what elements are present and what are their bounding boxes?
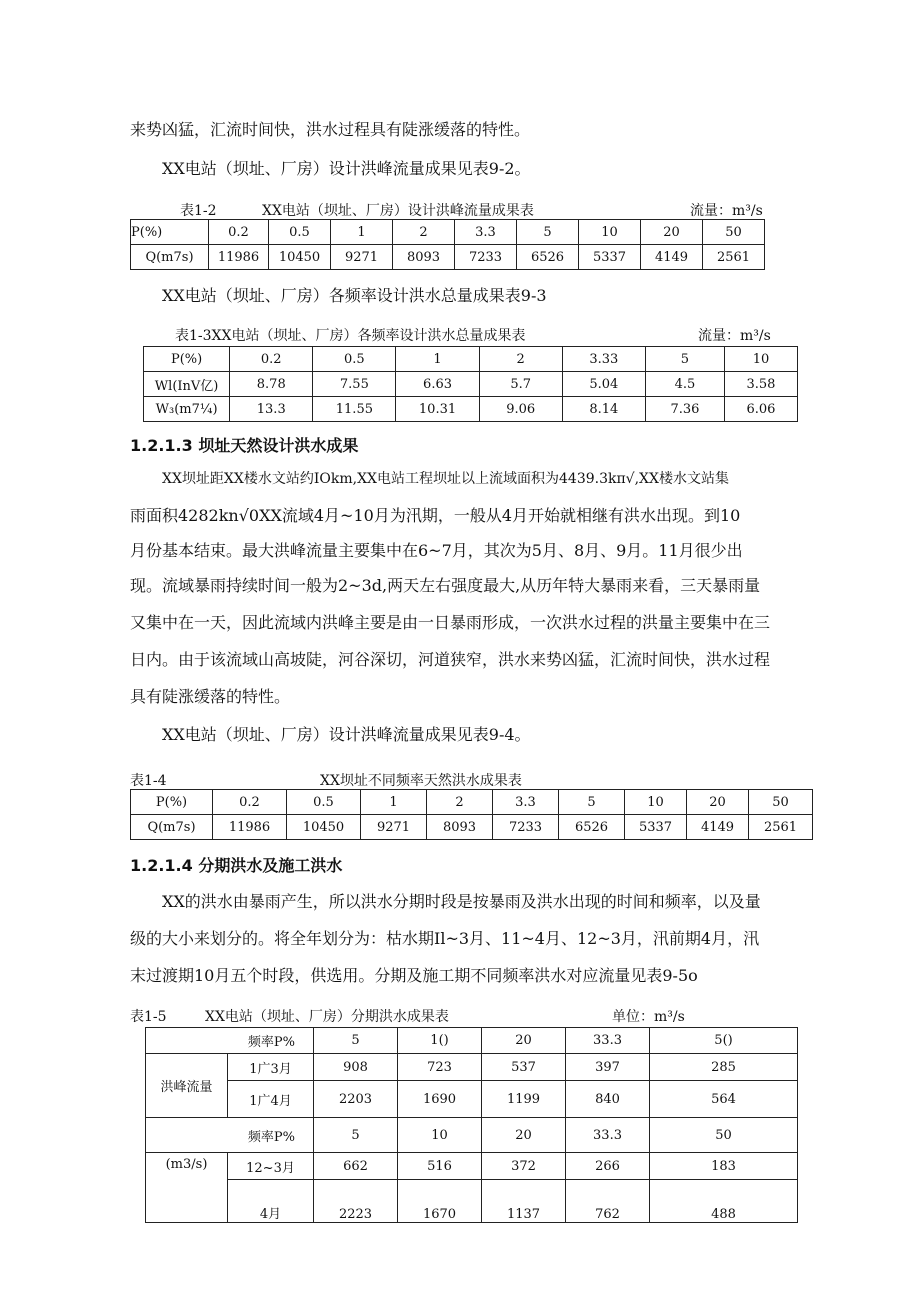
table-row [146, 1153, 798, 1180]
table-cell: 5337 [579, 245, 641, 270]
table-cell: 10 [398, 1118, 482, 1153]
table-cell: 12~3月 [228, 1153, 314, 1180]
table-cell: 1137 [482, 1180, 566, 1223]
table-cell: 1广3月 [228, 1054, 314, 1081]
table-1-4-label: 表1-4 [130, 773, 167, 789]
table-cell: 4月 [228, 1180, 314, 1223]
table-cell: W₃(m7¼) [144, 397, 230, 422]
table-row [146, 1054, 798, 1081]
table-cell: 285 [650, 1054, 798, 1081]
table-cell: P(%) [131, 220, 209, 245]
table-cell: 10 [724, 347, 797, 372]
table-cell: Q(m7s) [131, 245, 209, 270]
table-cell: 0.5 [287, 790, 361, 815]
paragraph-line: 又集中在一天，因此流域内洪峰主要是由一日暴雨形成，一次洪水过程的洪量主要集中在三 [130, 613, 771, 632]
table-cell: 2 [393, 220, 455, 245]
table-1-4-title: XX坝址不同频率天然洪水成果表 [320, 773, 522, 789]
section-heading-1-2-1-4: 1.2.1.4 分期洪水及施工洪水 [130, 856, 343, 875]
table-cell: 662 [314, 1153, 398, 1180]
table-1-5-title: XX电站（坝址、厂房）分期洪水成果表 [205, 1009, 449, 1025]
table-header-row [146, 1028, 798, 1054]
table-cell: 7233 [493, 815, 559, 840]
table-cell: 5 [645, 347, 724, 372]
table-row [146, 1180, 798, 1223]
table-cell: 5.7 [479, 372, 562, 397]
table-cell: 3.58 [724, 372, 797, 397]
table-cell: 8093 [393, 245, 455, 270]
table-1-2-title: XX电站（坝址、厂房）设计洪峰流量成果表 [262, 203, 534, 219]
table-header-row [144, 347, 798, 372]
table-header-row [131, 790, 813, 815]
table-cell: 1 [331, 220, 393, 245]
table-cell: (m3/s) [146, 1153, 228, 1223]
paragraph-line: 现。流域暴雨持续时间一般为2~3d,两天左右强度最大,从历年特大暴雨来看，三天暴雨量 [130, 576, 761, 595]
table-1-5-unit: 单位：m³/s [612, 1009, 685, 1025]
table-cell: Q(m7s) [131, 815, 213, 840]
table-cell: 488 [650, 1180, 798, 1223]
table-cell: 3.3 [455, 220, 517, 245]
table-cell: 频率P% [146, 1028, 314, 1054]
table-cell: 13.3 [230, 397, 313, 422]
paragraph-line: 级的大小来划分的。将全年划分为：枯水期Il~3月、11~4月、12~3月，汛前期4月，汛 [130, 929, 760, 948]
table-cell: 洪峰流量 [146, 1054, 228, 1118]
table-cell: 2561 [703, 245, 765, 270]
table-cell: 8.78 [230, 372, 313, 397]
table-cell: 1670 [398, 1180, 482, 1223]
table-cell: 7.36 [645, 397, 724, 422]
table-cell: 564 [650, 1081, 798, 1118]
table-cell: 908 [314, 1054, 398, 1081]
table-cell: 5 [314, 1118, 398, 1153]
table-cell: 0.2 [209, 220, 269, 245]
table-row [131, 815, 813, 840]
table-cell: 20 [641, 220, 703, 245]
table-cell: 4149 [687, 815, 749, 840]
table-cell: 11986 [213, 815, 287, 840]
table-cell: 50 [749, 790, 813, 815]
paragraph-line: 末过渡期10月五个时段，供选用。分期及施工期不同频率洪水对应流量见表9-5o [130, 966, 698, 985]
table-cell: 10450 [287, 815, 361, 840]
table-cell: 1 [396, 347, 479, 372]
table-cell: 1 [361, 790, 427, 815]
table-cell: 10 [579, 220, 641, 245]
table-cell: 8093 [427, 815, 493, 840]
table-cell: 10.31 [396, 397, 479, 422]
table-cell: 频率P% [146, 1118, 314, 1153]
table-row [131, 245, 765, 270]
table-cell: P(%) [144, 347, 230, 372]
table-cell: 9.06 [479, 397, 562, 422]
table-cell: 6.63 [396, 372, 479, 397]
table-cell: 516 [398, 1153, 482, 1180]
table-cell: 3.3 [493, 790, 559, 815]
table-cell: 5.04 [562, 372, 645, 397]
table-cell: 8.14 [562, 397, 645, 422]
table-cell: 0.2 [230, 347, 313, 372]
paragraph-line: XX的洪水由暴雨产生，所以洪水分期时段是按暴雨及洪水出现的时间和频率，以及量 [162, 892, 761, 911]
table-cell: 3.33 [562, 347, 645, 372]
table-cell: 762 [566, 1180, 650, 1223]
section-heading-1-2-1-3: 1.2.1.3 坝址天然设计洪水成果 [130, 436, 359, 455]
table-cell: 5337 [625, 815, 687, 840]
table-cell: 1() [398, 1028, 482, 1054]
table-cell: 50 [703, 220, 765, 245]
table-1-3 [143, 346, 798, 422]
table-cell: 6.06 [724, 397, 797, 422]
table-1-4 [130, 789, 813, 840]
table-cell: 266 [566, 1153, 650, 1180]
table-cell: 183 [650, 1153, 798, 1180]
table-cell: Wl(InV亿) [144, 372, 230, 397]
table-1-5 [145, 1027, 798, 1223]
table-header-row [146, 1118, 798, 1153]
table-1-2-label: 表1-2 [180, 203, 217, 219]
table-header-row [131, 220, 765, 245]
table-1-5-label: 表1-5 [130, 1009, 167, 1025]
table-cell: P(%) [131, 790, 213, 815]
table-cell: 9271 [331, 245, 393, 270]
table-cell: 5 [517, 220, 579, 245]
table-cell: 10450 [269, 245, 331, 270]
table-cell: 5 [559, 790, 625, 815]
table-cell: 20 [482, 1028, 566, 1054]
paragraph-line: XX坝址距XX楼水文站约IOkm,XX电站工程坝址以上流域面积为4439.3kπ√,XX楼水文站集 [162, 471, 729, 487]
table-cell: 33.3 [566, 1028, 650, 1054]
table-cell: 0.2 [213, 790, 287, 815]
table-cell: 0.5 [269, 220, 331, 245]
table-cell: 50 [650, 1118, 798, 1153]
table-cell: 7233 [455, 245, 517, 270]
table-reference-9-3: XX电站（坝址、厂房）各频率设计洪水总量成果表9-3 [162, 286, 547, 305]
paragraph-line: 具有陡涨缓落的特性。 [130, 687, 291, 706]
table-row [146, 1081, 798, 1118]
table-cell: 537 [482, 1054, 566, 1081]
table-cell: 6526 [517, 245, 579, 270]
paragraph-line: 雨面积4282kn√0XX流域4月~10月为汛期，一般从4月开始就相继有洪水出现。到10 [130, 506, 741, 525]
table-cell: 9271 [361, 815, 427, 840]
table-cell: 723 [398, 1054, 482, 1081]
table-cell: 5 [314, 1028, 398, 1054]
table-cell: 5() [650, 1028, 798, 1054]
table-cell: 33.3 [566, 1118, 650, 1153]
table-cell: 4149 [641, 245, 703, 270]
table-cell: 2223 [314, 1180, 398, 1223]
table-row [144, 397, 798, 422]
table-cell: 11986 [209, 245, 269, 270]
table-1-2 [130, 219, 765, 270]
table-cell: 7.55 [313, 372, 396, 397]
table-cell: 4.5 [645, 372, 724, 397]
paragraph-line: 日内。由于该流域山高坡陡，河谷深切，河道狭窄，洪水来势凶猛，汇流时间快，洪水过程 [130, 650, 771, 669]
table-cell: 20 [687, 790, 749, 815]
table-reference-9-4: XX电站（坝址、厂房）设计洪峰流量成果见表9-4。 [162, 725, 531, 744]
table-row [144, 372, 798, 397]
table-reference-9-2: XX电站（坝址、厂房）设计洪峰流量成果见表9-2。 [162, 159, 531, 178]
paragraph-line: 月份基本结束。最大洪峰流量主要集中在6~7月，其次为5月、8月、9月。11月很少出 [130, 541, 743, 560]
paragraph-tail: 来势凶猛，汇流时间快，洪水过程具有陡涨缓落的特性。 [130, 120, 531, 139]
table-cell: 20 [482, 1118, 566, 1153]
table-cell: 2561 [749, 815, 813, 840]
table-cell: 1199 [482, 1081, 566, 1118]
table-cell: 2 [427, 790, 493, 815]
table-cell: 10 [625, 790, 687, 815]
table-cell: 840 [566, 1081, 650, 1118]
table-1-2-unit: 流量：m³/s [690, 203, 763, 219]
table-1-3-unit: 流量：m³/s [698, 328, 771, 344]
table-cell: 1690 [398, 1081, 482, 1118]
table-cell: 372 [482, 1153, 566, 1180]
table-cell: 0.5 [313, 347, 396, 372]
table-cell: 397 [566, 1054, 650, 1081]
table-1-3-title: 表1-3XX电站（坝址、厂房）各频率设计洪水总量成果表 [175, 328, 526, 344]
table-cell: 1广4月 [228, 1081, 314, 1118]
table-cell: 11.55 [313, 397, 396, 422]
table-cell: 6526 [559, 815, 625, 840]
table-cell: 2 [479, 347, 562, 372]
table-cell: 2203 [314, 1081, 398, 1118]
